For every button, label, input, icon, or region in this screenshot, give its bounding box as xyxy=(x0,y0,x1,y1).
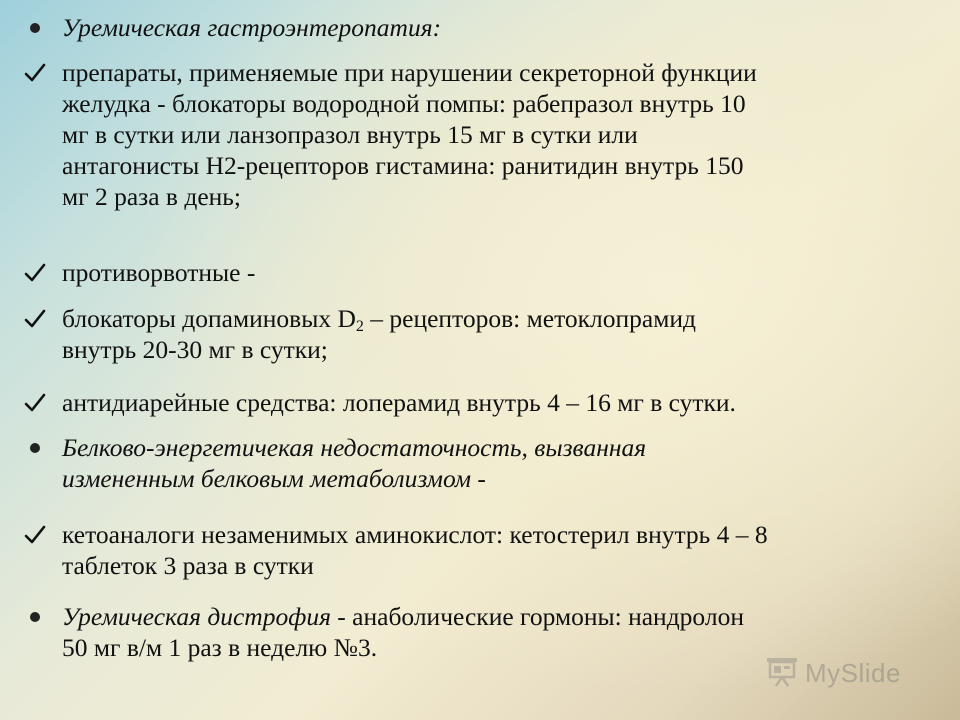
checkmark-icon xyxy=(24,519,54,550)
text-part: блокаторы допаминовых D xyxy=(62,304,356,333)
watermark-logo xyxy=(765,655,925,691)
checkmark-icon xyxy=(24,257,54,288)
list-item-text: антидиарейные средства: лоперамид внутрь 4 – 16 мг в сутки. xyxy=(62,388,736,417)
bullet-marker xyxy=(24,12,54,43)
list-item-text xyxy=(62,601,947,663)
bullet-marker xyxy=(24,601,54,632)
bullet-marker xyxy=(24,432,54,463)
section-heading-uremic-dystrophy: Уремическая дистрофия xyxy=(62,602,331,631)
checkmark-icon xyxy=(24,387,54,418)
section-heading-protein-energy-deficiency: Белково-энергетичекая недостаточность, вызванная измененным белковым метаболизмом - xyxy=(62,433,647,493)
list-item-text: противорвотные - xyxy=(62,258,256,287)
section-heading-uremic-gastroenteropathy: Уремическая гастроэнтеропатия: xyxy=(62,13,442,42)
text-part: - анаболические гормоны: нандролон 50 мг в/м 1 раз в неделю №3. xyxy=(62,602,744,662)
text-part: – рецепторов: метоклопрамид внутрь 20-30 мг в сутки; xyxy=(62,304,696,364)
projector-screen-icon xyxy=(765,655,799,692)
list-item-text xyxy=(62,303,947,365)
subscript: 2 xyxy=(355,318,364,335)
checkmark-icon xyxy=(24,303,54,334)
checkmark-icon xyxy=(24,57,54,88)
list-item-text: кетоаналоги незаменимых аминокислот: кетостерил внутрь 4 – 8 таблеток 3 раза в сутки xyxy=(62,520,768,580)
list-item-text: препараты, применяемые при нарушении секреторной функции желудка - блокаторы водородной помпы: рабепразол внутрь 10 мг в сутки или ланзопразол внутрь 15 мг в сутки или антагонисты Н2-рецепторов гистамина: ранитидин внутрь 150 мг 2 раза в день; xyxy=(62,58,757,211)
watermark-text: MySlide xyxy=(805,657,901,688)
